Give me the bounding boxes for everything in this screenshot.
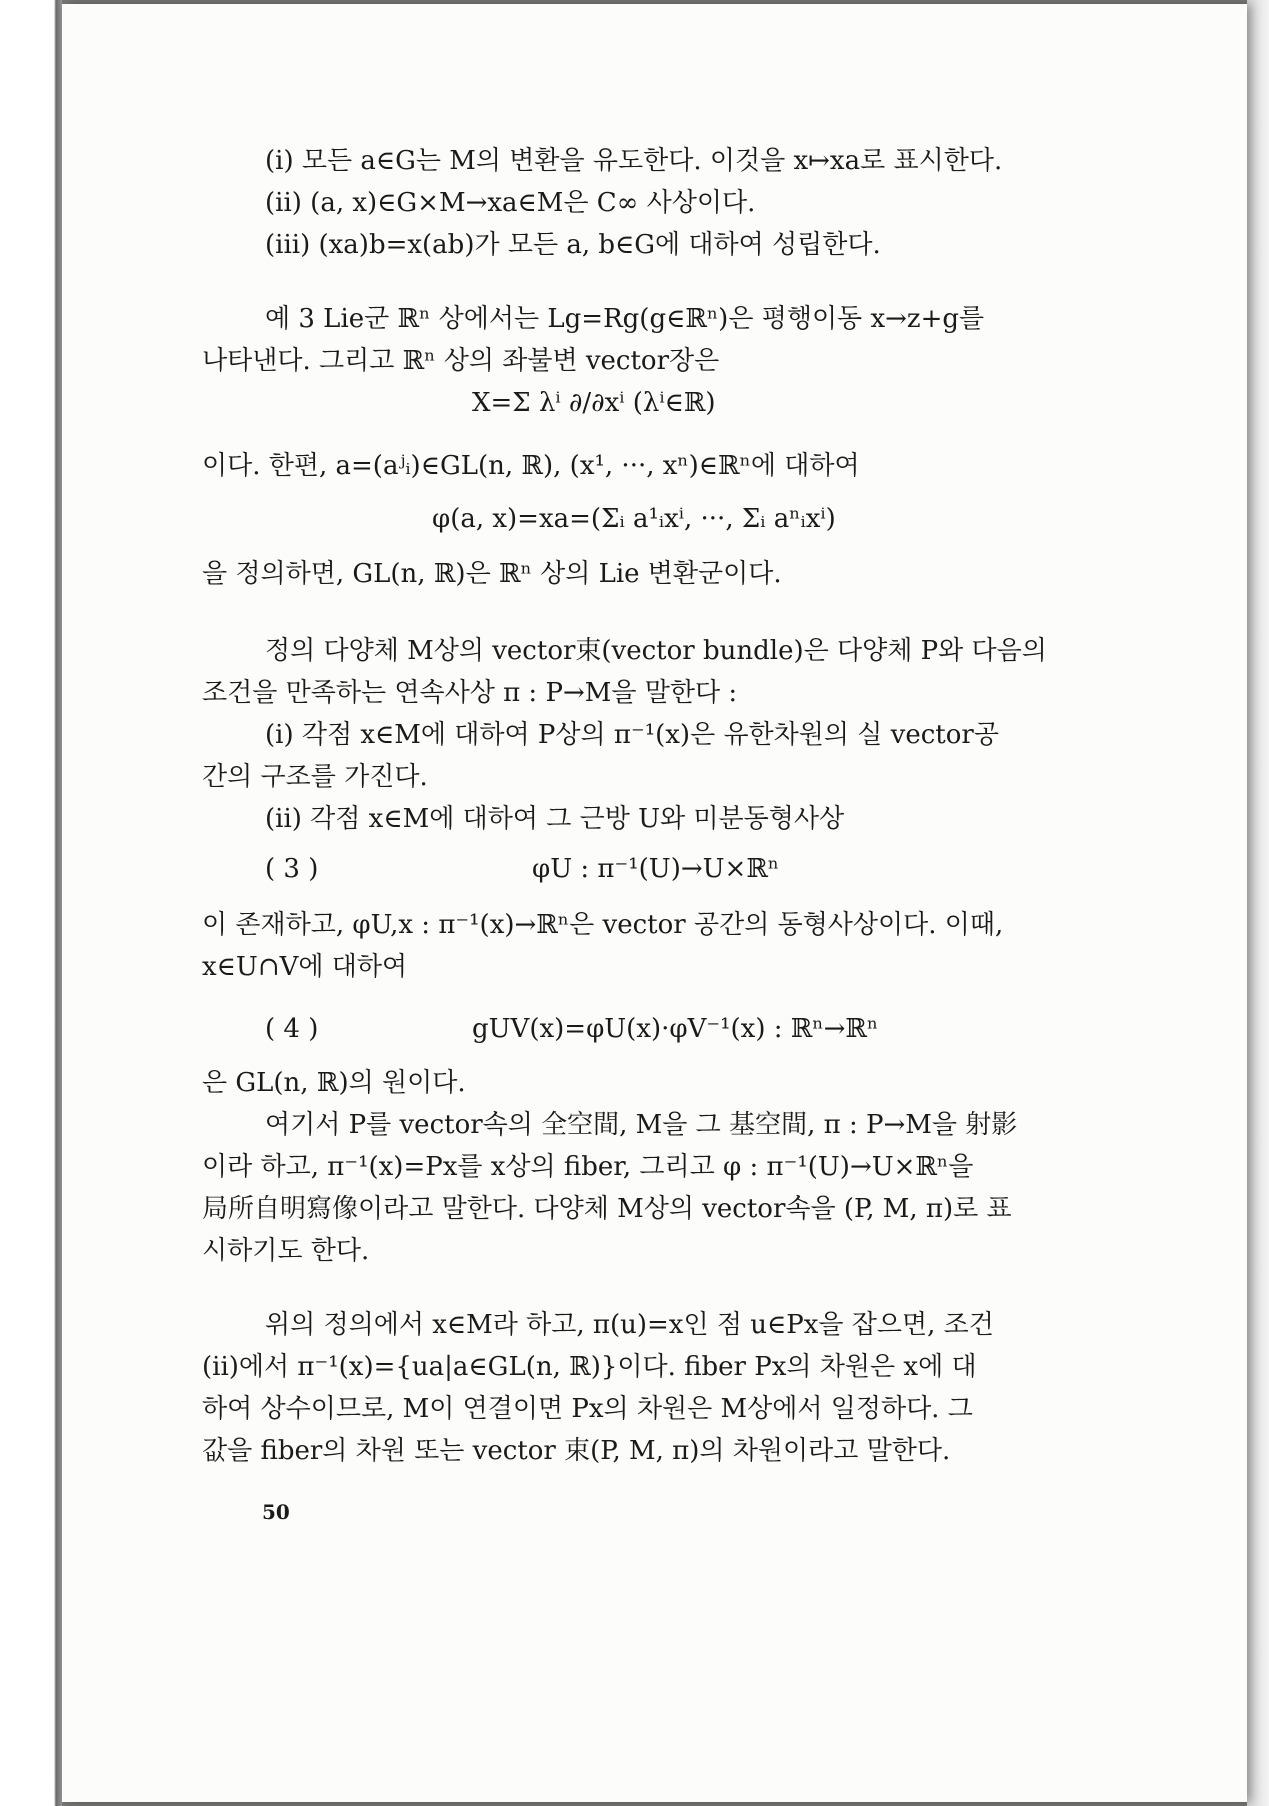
terminology-line-4: 시하기도 한다. — [202, 1236, 370, 1266]
terminology-line-3: 局所自明寫像이라고 말한다. 다양체 M상의 vector속을 (P, M, π)로 표 — [202, 1194, 1012, 1224]
book-page — [62, 4, 1247, 1802]
page-edge — [1247, 0, 1269, 1806]
example-3-line-1: 예 3 Lie군 ℝⁿ 상에서는 Lg=Rg(g∈ℝⁿ)은 평행이동 x→z+g를 — [265, 304, 985, 334]
example-3-line-2: 나타낸다. 그리고 ℝⁿ 상의 좌불변 vector장은 — [202, 346, 720, 376]
definition-line-2: 조건을 만족하는 연속사상 π : P→M을 말한다 : — [202, 678, 738, 708]
equation-number-3: ( 3 ) — [265, 854, 319, 884]
remark-line-4: 값을 fiber의 차원 또는 vector 束(P, M, π)의 차원이라고 말한다. — [202, 1436, 951, 1466]
definition-cond-i-1: (i) 각점 x∈M에 대하여 P상의 π⁻¹(x)은 유한차원의 실 vector공 — [265, 720, 999, 750]
equation-action: φ(a, x)=xa=(Σᵢ a¹ᵢxⁱ, ···, Σᵢ aⁿᵢxⁱ) — [432, 504, 836, 534]
condition-iii: (iii) (xa)b=x(ab)가 모든 a, b∈G에 대하여 성립한다. — [265, 230, 881, 260]
equation-4: gUV(x)=φU(x)·φV⁻¹(x) : ℝⁿ→ℝⁿ — [472, 1014, 879, 1044]
definition-line-1: 정의 다양체 M상의 vector束(vector bundle)은 다양체 P와 다음의 — [265, 636, 1047, 666]
definition-line-3: 이 존재하고, φU,x : π⁻¹(x)→ℝⁿ은 vector 공간의 동형사상이다. 이때, — [202, 910, 1004, 940]
definition-line-5: 은 GL(n, ℝ)의 원이다. — [202, 1068, 466, 1098]
condition-i: (i) 모든 a∈G는 M의 변환을 유도한다. 이것을 x↦xa로 표시한다. — [265, 146, 1003, 176]
terminology-line-1: 여기서 P를 vector속의 全空間, M을 그 基空間, π : P→M을 射影 — [265, 1110, 1018, 1140]
remark-line-2: (ii)에서 π⁻¹(x)={ua|a∈GL(n, ℝ)}이다. fiber Px의 차원은 x에 대 — [202, 1352, 977, 1382]
remark-line-1: 위의 정의에서 x∈M라 하고, π(u)=x인 점 u∈Px을 잡으면, 조건 — [265, 1310, 994, 1340]
equation-vector-field: X=Σ λⁱ ∂/∂xⁱ (λⁱ∈ℝ) — [472, 388, 716, 418]
condition-ii: (ii) (a, x)∈G×M→xa∈M은 C∞ 사상이다. — [265, 188, 756, 218]
remark-line-3: 하여 상수이므로, M이 연결이면 Px의 차원은 M상에서 일정하다. 그 — [202, 1394, 973, 1424]
book-gutter — [0, 0, 62, 1806]
definition-cond-ii: (ii) 각점 x∈M에 대하여 그 근방 U와 미분동형사상 — [265, 804, 845, 834]
example-3-line-3: 이다. 한편, a=(aʲᵢ)∈GL(n, ℝ), (x¹, ···, xⁿ)∈ℝⁿ에 대하여 — [202, 451, 860, 481]
definition-cond-i-2: 간의 구조를 가진다. — [202, 762, 428, 792]
example-3-line-4: 을 정의하면, GL(n, ℝ)은 ℝⁿ 상의 Lie 변환군이다. — [202, 559, 782, 589]
equation-3: φU : π⁻¹(U)→U×ℝⁿ — [532, 854, 780, 884]
equation-number-4: ( 4 ) — [265, 1014, 319, 1044]
terminology-line-2: 이라 하고, π⁻¹(x)=Px를 x상의 fiber, 그리고 φ : π⁻¹(U)→U×ℝⁿ을 — [202, 1152, 974, 1182]
page-number: 50 — [262, 1500, 290, 1524]
definition-line-4: x∈U∩V에 대하여 — [202, 952, 408, 982]
